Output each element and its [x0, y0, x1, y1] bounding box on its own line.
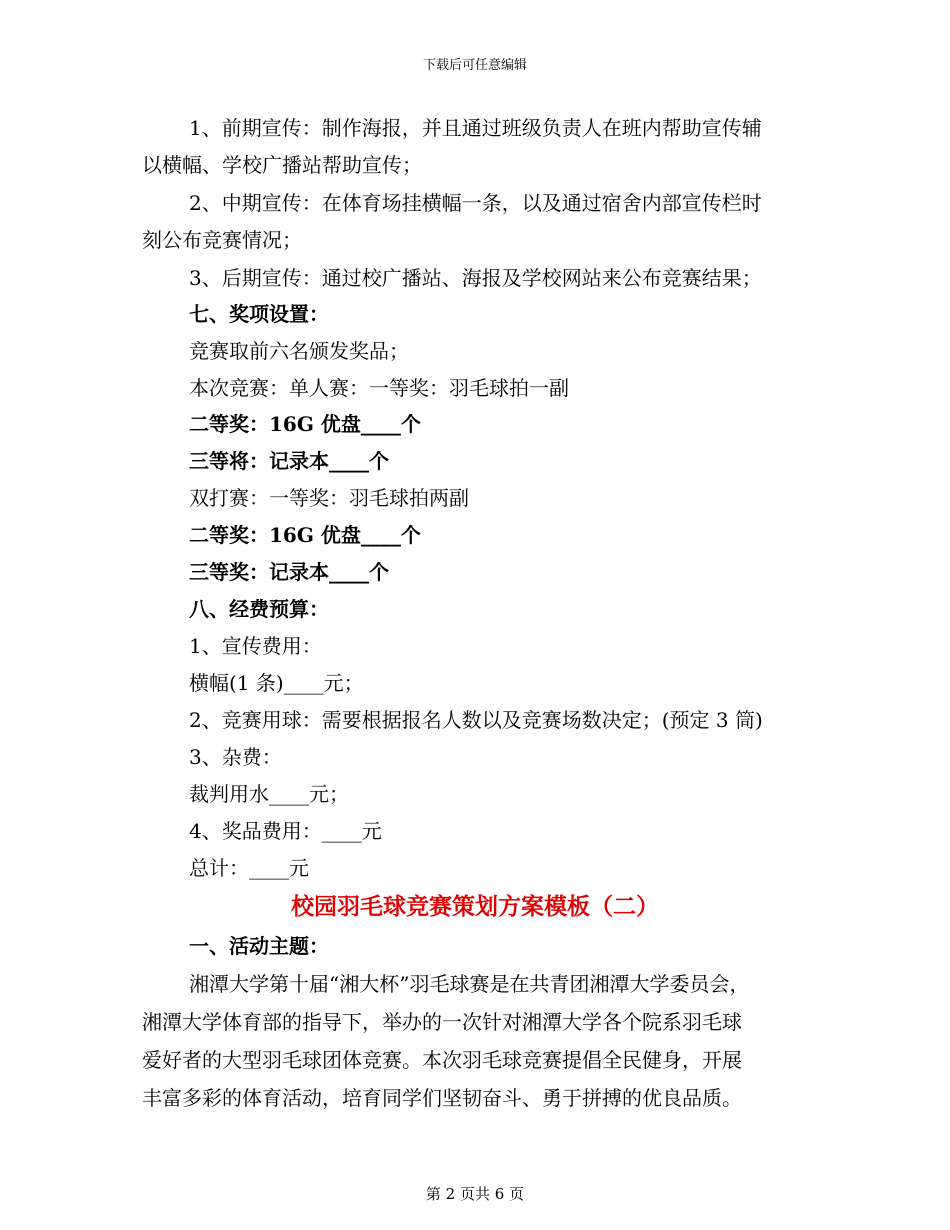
- text-line: 3、后期宣传：通过校广播站、海报及学校网站来公布竞赛结果；: [189, 266, 762, 290]
- paragraph-line: 湘潭大学体育部的指导下，举办的一次针对湘潭大学各个院系羽毛球: [142, 1010, 742, 1034]
- text-line: 刻公布竞赛情况；: [142, 228, 302, 252]
- text-line: 竞赛取前六名颁发奖品；: [189, 339, 409, 363]
- text-line: 横幅(1 条)____元；: [189, 671, 364, 695]
- section-heading: 八、经费预算：: [189, 597, 329, 621]
- text-line: 本次竞赛：单人赛：一等奖：羽毛球拍一副: [189, 376, 569, 400]
- prize-line: 二等奖：16G 优盘____个: [189, 412, 421, 436]
- section-heading: 一、活动主题：: [189, 934, 329, 958]
- page-header: 下载后可任意编辑: [422, 58, 527, 73]
- text-line: 1、宣传费用：: [189, 634, 322, 658]
- prize-line: 三等奖：记录本____个: [189, 560, 389, 584]
- text-line: 双打赛：一等奖：羽毛球拍两副: [189, 486, 469, 510]
- text-line: 2、竞赛用球：需要根据报名人数以及竞赛场数决定；(预定 3 筒): [189, 708, 763, 732]
- text-line: 裁判用水____元；: [189, 782, 349, 806]
- text-line: 以横幅、学校广播站帮助宣传；: [142, 153, 422, 177]
- paragraph-line: 湘潭大学第十届“湘大杯”羽毛球赛是在共青团湘潭大学委员会，: [189, 972, 750, 996]
- text-line: 总计：____元: [189, 856, 309, 880]
- text-line: 2、中期宣传：在体育场挂横幅一条，以及通过宿舍内部宣传栏时: [189, 191, 762, 215]
- paragraph-line: 爱好者的大型羽毛球团体竞赛。本次羽毛球竞赛提倡全民健身，开展: [142, 1048, 742, 1072]
- section-heading: 七、奖项设置：: [189, 302, 329, 326]
- page-footer: 第 2 页共 6 页: [425, 1185, 525, 1203]
- text-line: 1、前期宣传：制作海报，并且通过班级负责人在班内帮助宣传辅: [189, 116, 762, 140]
- text-line: 4、奖品费用：____元: [189, 819, 382, 843]
- paragraph-line: 丰富多彩的体育活动，培育同学们坚韧奋斗、勇于拼搏的优良品质。: [142, 1086, 742, 1110]
- prize-line: 三等将：记录本____个: [189, 449, 389, 473]
- text-line: 3、杂费：: [189, 745, 282, 769]
- section-title: 校园羽毛球竞赛策划方案模板（二）: [291, 893, 659, 920]
- prize-line: 二等奖：16G 优盘____个: [189, 523, 421, 547]
